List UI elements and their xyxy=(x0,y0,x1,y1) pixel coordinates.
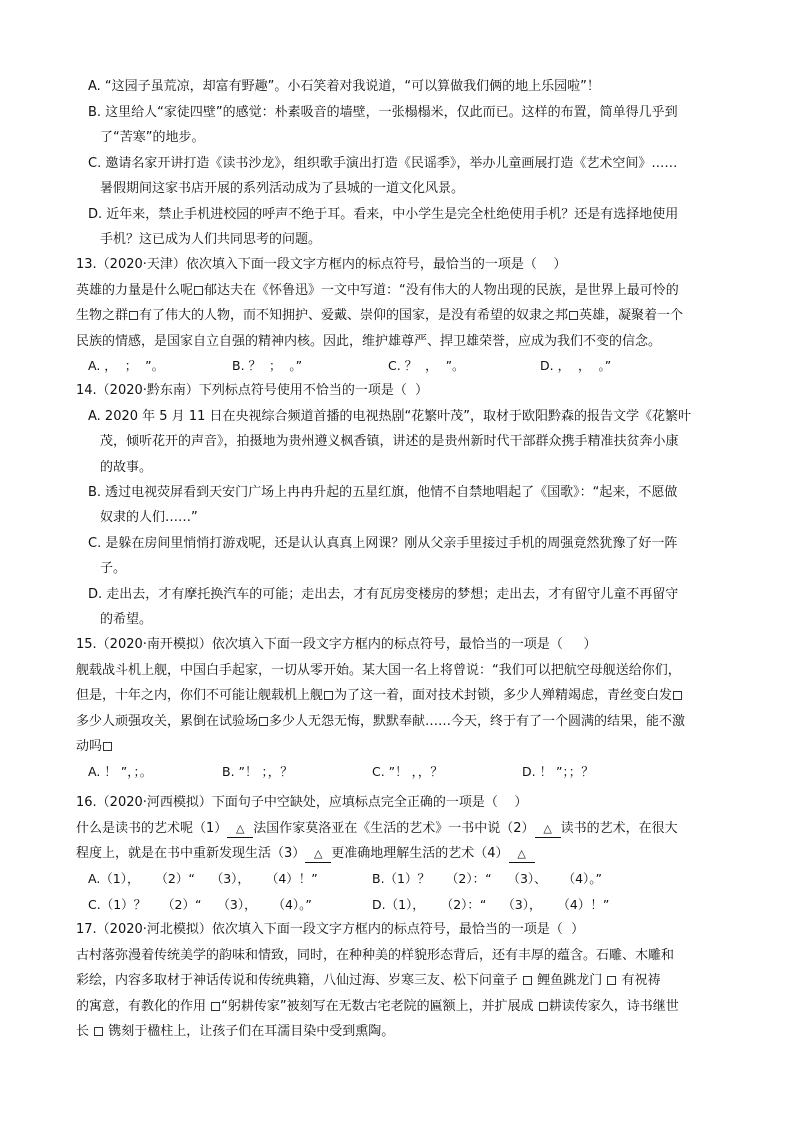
q14-option-b: B. 透过电视荧屏看到天安门广场上冉冉升起的五星红旗，他情不自禁地唱起了《国歌》：“起来，不愿做 xyxy=(88,485,678,500)
answer-blank: △ xyxy=(305,846,331,863)
blank-box xyxy=(539,1002,548,1011)
q15-stem: 15.（2020·南开模拟）依次填入下面一段文字方框内的标点符号，最恰当的一项是（ ） xyxy=(76,637,597,652)
q15-passage-line: 但是，十年之内，你们不可能让舰载机上舰 为了这一着，面对技术封锁，多少人殚精竭虑，青丝变白发 xyxy=(76,685,683,707)
q17-stem: 17.（2020·河北模拟）依次填入下面一段文字方框内的标点符号，最恰当的一项是（ ） xyxy=(76,922,585,937)
q13-option-c: C. ？ ， ”。 xyxy=(388,358,465,373)
q12-option-c: C. 邀请名家开讲打造《读书沙龙》，组织歌手演出打造《民谣季》，举办儿童画展打造《艺术空间》…… xyxy=(88,156,678,171)
q12-option-a: A. “这园子虽荒凉，却富有野趣”。小石笑着对我说道，“可以算做我们俩的地上乐园啦”！ xyxy=(88,79,600,94)
q15-option-d: D. ！ ”；；？ xyxy=(522,764,594,779)
blank-box xyxy=(259,717,268,726)
blank-box xyxy=(194,286,203,295)
blank-box xyxy=(569,311,578,320)
q12-option-d-cont: 手机？这已成为人们共同思考的问题。 xyxy=(100,232,322,247)
blank-box xyxy=(211,1002,220,1011)
q15-option-c: C. ”！ ，，？ xyxy=(372,764,443,779)
q15-passage-line: 舰载战斗机上舰，中国白手起家，一切从零开始。某大国一名上将曾说：“我们可以把航空母舰送给你们， xyxy=(76,663,681,678)
q15-option-a: A. ！ ”，；。 xyxy=(88,764,153,779)
q13-passage-line: 民族的情感，是国家自立自强的精神内核。因此，维护雄尊严、捍卫雄荣誉，应成为我们不变的信念。 xyxy=(76,334,662,349)
q16-option-d: D.（1）， （2）：“ （3）， （4）！” xyxy=(372,897,610,912)
q12-option-b: B. 这里给人“家徒四壁”的感觉：朴素吸音的墙壁，一张榻榻米，仅此而已。这样的布置，简单得几乎到 xyxy=(88,105,678,120)
blank-box xyxy=(103,742,112,751)
q12-option-b-cont: 了“苦寒”的地步。 xyxy=(100,130,205,145)
q14-option-d: D. 走出去，才有摩托换汽车的可能；走出去，才有瓦房变楼房的梦想；走出去，才有留守儿童不再留守 xyxy=(88,587,679,602)
q12-option-d: D. 近年来，禁止手机进校园的呼声不绝于耳。看来，中小学生是完全杜绝使用手机？还是有选择地使用 xyxy=(88,207,679,222)
q14-option-b-cont: 奴隶的人们……” xyxy=(100,510,198,525)
q14-option-a: A. 2020 年 5 月 11 日在央视综合频道首播的电视热剧“花繁叶茂”，取材于欧阳黔森的报告文学《花繁叶 xyxy=(88,409,691,424)
q15-passage-line: 多少人顽强攻关，累倒在试验场 多少人无怨无悔，默默奉献……今天，终于有了一个圆满的结果，能不激 xyxy=(76,714,686,729)
q16-option-c: C.（1）？ （2）“ （3）， （4）。” xyxy=(88,897,312,912)
q14-option-c-cont: 子。 xyxy=(100,561,127,576)
q17-passage-line: 的寓意，有教化的作用 “躬耕传家”被刻写在无数古宅老院的匾额上，并扩展成 耕读传家久，诗书继世 xyxy=(76,999,679,1014)
q17-passage-line: 长 镌刻于楹柱上，让孩子们在耳濡目染中受到熏陶。 xyxy=(76,1024,395,1039)
q14-option-c: C. 是躲在房间里悄悄打游戏呢，还是认认真真上网课？刚从父亲手里接过手机的周强竟然犹豫了好一阵 xyxy=(88,536,678,551)
q15-option-b: B. ”！ ；，？ xyxy=(222,764,293,779)
q13-option-b: B. ？ ； 。” xyxy=(232,358,303,373)
answer-blank: △ xyxy=(227,821,253,838)
blank-box xyxy=(523,976,532,985)
q16-option-a: A.（1）， （2）“ （3）， （4）！” xyxy=(88,871,318,886)
q14-stem: 14.（2020·黔东南）下列标点符号使用不恰当的一项是（ ） xyxy=(76,383,429,398)
q14-option-d-cont: 的希望。 xyxy=(100,612,153,627)
q16-stem: 16.（2020·河西模拟）下面句子中空缺处，应填标点完全正确的一项是（ ） xyxy=(76,795,528,810)
blank-box xyxy=(673,691,682,700)
answer-blank: △ xyxy=(509,846,535,863)
q17-passage-line: 古村落弥漫着传统美学的韵味和情致，同时，在种种美的样貌形态背后，还有丰厚的蕴含。石雕、木雕和 xyxy=(76,948,675,963)
blank-box xyxy=(94,1027,103,1036)
blank-box xyxy=(607,976,616,985)
q13-stem: 13.（2020·天津）依次填入下面一段文字方框内的标点符号，最恰当的一项是（ ） xyxy=(76,257,567,272)
q13-option-a: A. ， ； ”。 xyxy=(88,358,165,373)
q16-option-b: B.（1）？ （2）：“ （3）、 （4）。” xyxy=(372,871,602,886)
q16-sentence-line: 什么是读书的艺术呢（1） △ 法国作家莫洛亚在《生活的艺术》一书中说（2） △ 读书的艺术，在很大 xyxy=(76,821,678,836)
q12-option-c-cont: 暑假期间这家书店开展的系列活动成为了县城的一道文化风景。 xyxy=(100,181,465,196)
blank-box xyxy=(129,311,138,320)
q13-option-d: D. ， ， 。” xyxy=(540,358,612,373)
answer-blank: △ xyxy=(535,821,561,838)
q13-passage-line: 生物之群 有了伟大的人物，而不知拥护、爱戴、崇仰的国家，是没有希望的奴隶之邦 英雄，凝聚着一个 xyxy=(76,308,684,323)
q16-sentence-line: 程度上，就是在书中重新发现生活（3） △ 更准确地理解生活的艺术（4） △ xyxy=(76,843,535,865)
q14-option-a-cont: 的故事。 xyxy=(100,460,153,475)
q14-option-a-cont: 茂，倾听花开的声音》，拍摄地为贵州遵义枫香镇，讲述的是贵州新时代干部群众携手精准扶贫奔小康 xyxy=(100,434,679,449)
q17-passage-line: 彩绘，内容多取材于神话传说和传统典籍，八仙过海、岁寒三友、松下问童子 鲤鱼跳龙门 有祝祷 xyxy=(76,973,661,988)
q13-passage-line: 英雄的力量是什么呢 郁达夫在《怀鲁迅》一文中写道：“没有伟大的人物出现的民族，是世界上最可怜的 xyxy=(76,283,679,298)
q15-passage-line: 动吗 xyxy=(76,736,113,758)
blank-box xyxy=(324,691,333,700)
